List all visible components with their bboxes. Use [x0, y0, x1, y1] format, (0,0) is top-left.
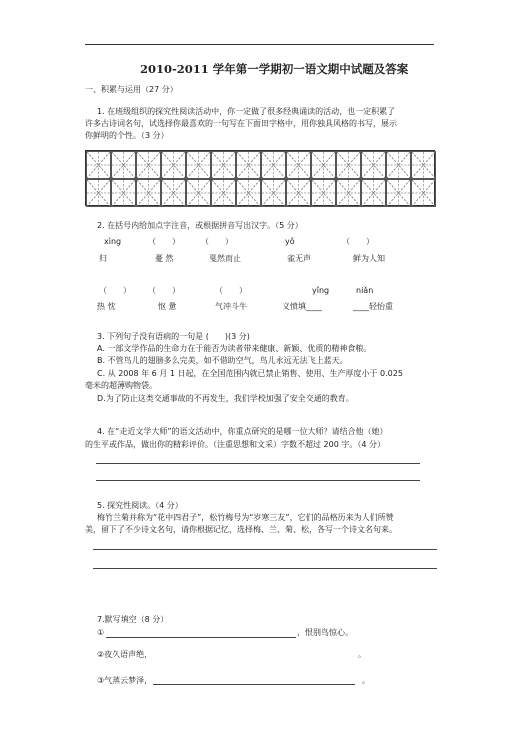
grid-cell[interactable] — [311, 179, 336, 207]
q2-word-8: 气冲斗牛 — [215, 302, 247, 311]
page-title: 2010-2011 学年第一学期初一语文期中试题及答案 — [140, 62, 409, 76]
q7-blank-1[interactable] — [106, 637, 296, 638]
q4-line1: 4. 在“走近文学大师”的语文活动中，你重点研究的是哪一位大师？请结合他（她） — [97, 427, 388, 436]
q5-answer-line-1[interactable] — [93, 549, 437, 550]
grid-cell[interactable] — [186, 179, 211, 207]
q3-option-d: D.为了防止这类交通事故的不再发生，我们学校加强了安全交通的教育。 — [97, 394, 354, 403]
q2-word-9: 义愤填____ — [282, 302, 322, 311]
grid-cell[interactable] — [261, 151, 286, 179]
q7-line2-prefix: ②夜久语声绝， — [97, 650, 153, 659]
grid-cell[interactable] — [411, 151, 436, 179]
grid-cell[interactable] — [86, 151, 111, 179]
q2-word-4: 雀无声 — [287, 254, 311, 263]
q5-line3: 美，留下了不少诗文名句，请你根据记忆，选择梅、兰、菊、松，各写一个诗文名句来。 — [85, 525, 397, 534]
q2-word-7: 怄 惫 — [158, 302, 177, 311]
grid-cell[interactable] — [111, 179, 136, 207]
section-heading: 一、积累与运用（27 分） — [85, 85, 178, 94]
q2-pinyin-9: yǐng — [312, 286, 330, 295]
tianzige-grid[interactable] — [85, 150, 435, 206]
grid-cell[interactable] — [111, 151, 136, 179]
q2-pinyin-1: xìng — [104, 237, 122, 246]
q4-line2: 的生平或作品，做出你的精彩评价。（注重思想和文采）字数不超过 200 字。（4 分） — [85, 440, 385, 449]
q2-word-2: 憂 然 — [155, 254, 174, 263]
q2-word-6: 热 忱 — [97, 302, 116, 311]
q2-pinyin-4: yǒ — [285, 237, 295, 246]
grid-cell[interactable] — [311, 151, 336, 179]
q4-answer-line-1[interactable] — [96, 463, 420, 464]
q1-line2: 许多古诗词名句，试选择你最喜欢的一句写在下面田字格中，用你独具风格的书写，展示 — [85, 119, 397, 128]
grid-cell[interactable] — [161, 179, 186, 207]
q2-word-5: 鲜为人知 — [353, 254, 385, 263]
q2-pinyin-6: （ ） — [99, 286, 131, 295]
q5-answer-line-2[interactable] — [93, 568, 437, 569]
q2-pinyin-10: niǎn — [356, 286, 374, 295]
grid-cell[interactable] — [336, 179, 361, 207]
grid-cell[interactable] — [211, 179, 236, 207]
grid-cell[interactable] — [411, 179, 436, 207]
q2-word-10: ____轻怡重 — [353, 302, 393, 311]
grid-cell[interactable] — [286, 179, 311, 207]
q1-line3: 你鲜明的个性。（3 分） — [85, 131, 169, 140]
grid-cell[interactable] — [261, 179, 286, 207]
grid-cell[interactable] — [86, 179, 111, 207]
q7-line3-prefix: ③气蒸云梦泽， — [97, 676, 153, 685]
q5-line2: 梅竹兰菊并称为“花中四君子”，松竹梅号为“岁寒三友”，它们的品格历来为人们所赞 — [97, 513, 394, 522]
q4-answer-line-2[interactable] — [96, 480, 420, 481]
grid-cell[interactable] — [186, 151, 211, 179]
grid-cell[interactable] — [236, 151, 261, 179]
q7-heading: 7.默写填空（8 分） — [97, 615, 169, 624]
q7-line1-prefix: ① — [97, 628, 105, 637]
q2-word-1: 归 — [99, 254, 107, 263]
q1-line1: 1. 在班级组织的探究性阅读活动中，你一定做了很多经典诵读的活动，也一定积累了 — [97, 107, 396, 116]
grid-cell[interactable] — [386, 179, 411, 207]
q7-line1-suffix: ，恨别鸟惊心。 — [297, 628, 353, 637]
q7-line3-suffix: 。 — [362, 676, 370, 685]
q2-pinyin-7: （ ） — [148, 286, 180, 295]
grid-cell[interactable] — [236, 179, 261, 207]
grid-cell[interactable] — [136, 151, 161, 179]
q3-option-b: B. 不管鸟儿的翅膀多么完美，如不借助空气，鸟儿永远无法飞上蓝天。 — [97, 356, 348, 365]
q2-pinyin-2: （ ） — [148, 237, 180, 246]
grid-cell[interactable] — [361, 151, 386, 179]
q2-pinyin-3: （ ） — [201, 237, 233, 246]
grid-cell[interactable] — [361, 179, 386, 207]
q2-heading: 2. 在括号内给加点字注音，或根据拼音写出汉字。（5 分） — [97, 221, 303, 230]
grid-cell[interactable] — [161, 151, 186, 179]
q7-blank-3[interactable] — [153, 684, 355, 685]
q2-pinyin-8: （ ） — [215, 286, 247, 295]
grid-cell[interactable] — [136, 179, 161, 207]
q3-option-c-cont: 毫米的超薄购物袋。 — [85, 381, 157, 390]
grid-cell[interactable] — [286, 151, 311, 179]
q7-line2-suffix: 。 — [358, 650, 366, 659]
q3-option-a: A. 一部文学作品的生命力在于能否为读者带来健康、新颖、优质的精神食粮。 — [97, 344, 372, 353]
grid-cell[interactable] — [386, 151, 411, 179]
top-rule — [85, 44, 434, 45]
q5-heading: 5. 探究性阅读。（4 分） — [97, 501, 183, 510]
grid-cell[interactable] — [211, 151, 236, 179]
q2-pinyin-5: （ ） — [342, 237, 374, 246]
q3-heading: 3. 下列句子没有语病的一句是 ( )(3 分) — [97, 332, 250, 341]
q3-option-c: C. 从 2008 年 6 月 1 日起，在全国范围内就已禁止销售、使用、生产厚度小于 0.025 — [97, 369, 403, 378]
q2-word-3: 戛然而止 — [209, 254, 241, 263]
grid-cell[interactable] — [336, 151, 361, 179]
